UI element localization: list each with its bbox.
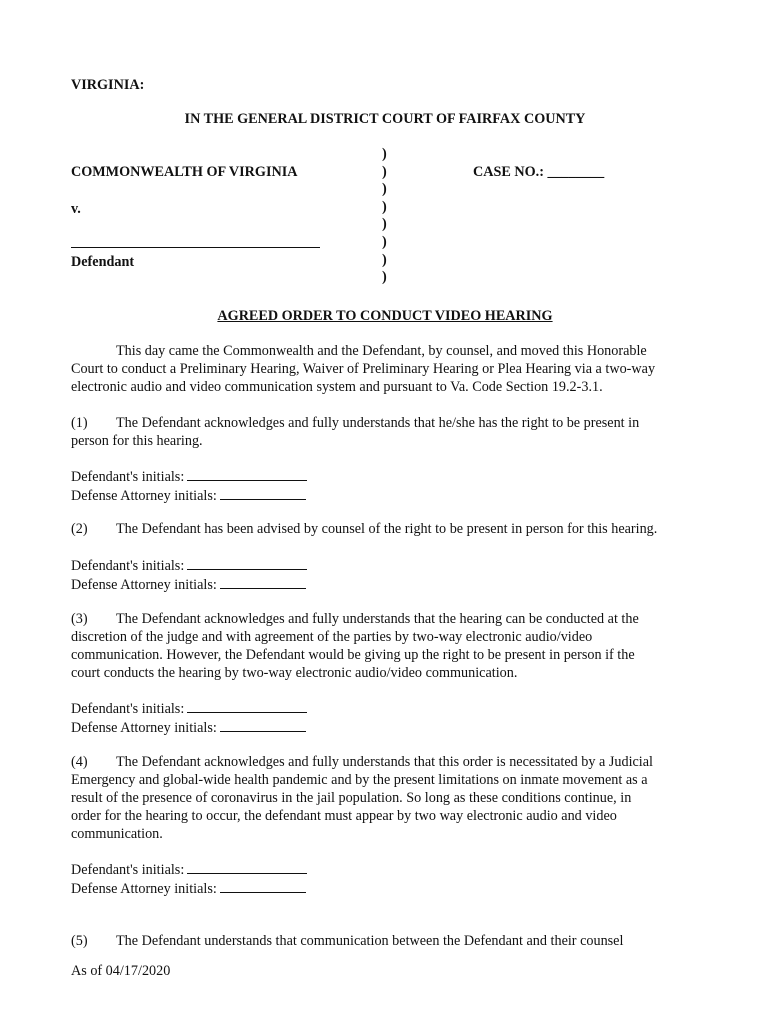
paragraph-number: (1) xyxy=(71,415,88,431)
paragraph-4 xyxy=(71,753,699,843)
defendant-initials-label: Defendant's initials: xyxy=(71,469,185,485)
caption-paren: ) xyxy=(382,269,387,286)
paragraph-number: (4) xyxy=(71,754,88,770)
paragraph-line: The Defendant acknowledges and fully understands that this order is necessitated by a Judicial xyxy=(116,754,653,770)
caption-paren: ) xyxy=(382,198,387,215)
defendant-name-line xyxy=(71,247,320,248)
paragraph-line: The Defendant has been advised by counsel of the right to be present in person for this hearing. xyxy=(116,521,658,537)
paragraph-line: court conducts the hearing by two-way electronic audio/video communication. xyxy=(71,665,518,681)
caption-paren: ) xyxy=(382,216,387,233)
intro-paragraph xyxy=(71,342,699,396)
defendant-initials-line[interactable] xyxy=(187,860,307,874)
attorney-initials-label: Defense Attorney initials: xyxy=(71,488,217,504)
defendant-label: Defendant xyxy=(71,254,135,270)
attorney-initials-label: Defense Attorney initials: xyxy=(71,577,217,593)
defendant-initials-line[interactable] xyxy=(187,467,307,481)
paragraph-line: The Defendant acknowledges and fully understands that the hearing can be conducted at the xyxy=(116,611,639,627)
caption-paren: ) xyxy=(382,146,387,162)
caption-paren: ) xyxy=(382,251,387,268)
defendant-initials-line[interactable] xyxy=(187,699,307,713)
paragraph-number: (5) xyxy=(71,933,88,949)
paragraph-1 xyxy=(71,414,699,450)
caption-parentheses xyxy=(382,146,387,287)
initials-block-2 xyxy=(71,556,307,594)
paragraph-line: The Defendant acknowledges and fully understands that he/she has the right to be present in xyxy=(116,415,640,431)
versus-label: v. xyxy=(71,201,81,217)
paragraph-3 xyxy=(71,610,699,682)
attorney-initials-label: Defense Attorney initials: xyxy=(71,720,217,736)
defendant-initials-label: Defendant's initials: xyxy=(71,862,185,878)
attorney-initials-line[interactable] xyxy=(220,718,306,732)
attorney-initials-line[interactable] xyxy=(220,879,306,893)
paragraph-line: Emergency and global-wide health pandemic and by the present limitations on inmate movement as a xyxy=(71,772,648,788)
order-title-text: AGREED ORDER TO CONDUCT VIDEO HEARING xyxy=(217,308,553,324)
paragraph-2 xyxy=(71,520,699,538)
paragraph-line: order for the hearing to occur, the defendant must appear by two way electronic audio and video xyxy=(71,808,617,824)
defendant-initials-label: Defendant's initials: xyxy=(71,701,185,717)
defendant-initials-line[interactable] xyxy=(187,556,307,570)
caption-paren: ) xyxy=(382,181,387,198)
revision-date-footer: As of 04/17/2020 xyxy=(71,963,171,979)
caption-paren: ) xyxy=(382,233,387,250)
court-heading: IN THE GENERAL DISTRICT COURT OF FAIRFAX COUNTY xyxy=(184,111,586,127)
case-number-label: CASE NO.: ________ xyxy=(473,164,605,180)
state-heading: VIRGINIA: xyxy=(71,77,145,93)
intro-line: electronic audio and video communication system and pursuant to Va. Code Section 19.2-3.1. xyxy=(71,379,603,395)
attorney-initials-label: Defense Attorney initials: xyxy=(71,881,217,897)
attorney-initials-line[interactable] xyxy=(220,486,306,500)
order-title xyxy=(0,307,770,325)
attorney-initials-line[interactable] xyxy=(220,575,306,589)
paragraph-line: discretion of the judge and with agreement of the parties by two-way electronic audio/video xyxy=(71,629,593,645)
paragraph-line: The Defendant understands that communication between the Defendant and their counsel xyxy=(116,933,624,949)
intro-line: Court to conduct a Preliminary Hearing, Waiver of Preliminary Hearing or Plea Hearing via a two-way xyxy=(71,361,656,377)
initials-block-3 xyxy=(71,699,307,737)
paragraph-5 xyxy=(71,932,699,950)
plaintiff-name: COMMONWEALTH OF VIRGINIA xyxy=(71,164,298,180)
paragraph-number: (2) xyxy=(71,521,88,537)
caption-paren: ) xyxy=(382,163,387,180)
intro-line: This day came the Commonwealth and the Defendant, by counsel, and moved this Honorable xyxy=(116,343,647,359)
paragraph-line: result of the presence of coronavirus in the jail population. So long as these conditions continue, in xyxy=(71,790,632,806)
initials-block-4 xyxy=(71,860,307,898)
initials-block-1 xyxy=(71,467,307,505)
paragraph-line: person for this hearing. xyxy=(71,433,203,449)
defendant-initials-label: Defendant's initials: xyxy=(71,558,185,574)
paragraph-line: communication. However, the Defendant would be giving up the right to be present in person if the xyxy=(71,647,635,663)
paragraph-number: (3) xyxy=(71,611,88,627)
paragraph-line: communication. xyxy=(71,826,163,842)
